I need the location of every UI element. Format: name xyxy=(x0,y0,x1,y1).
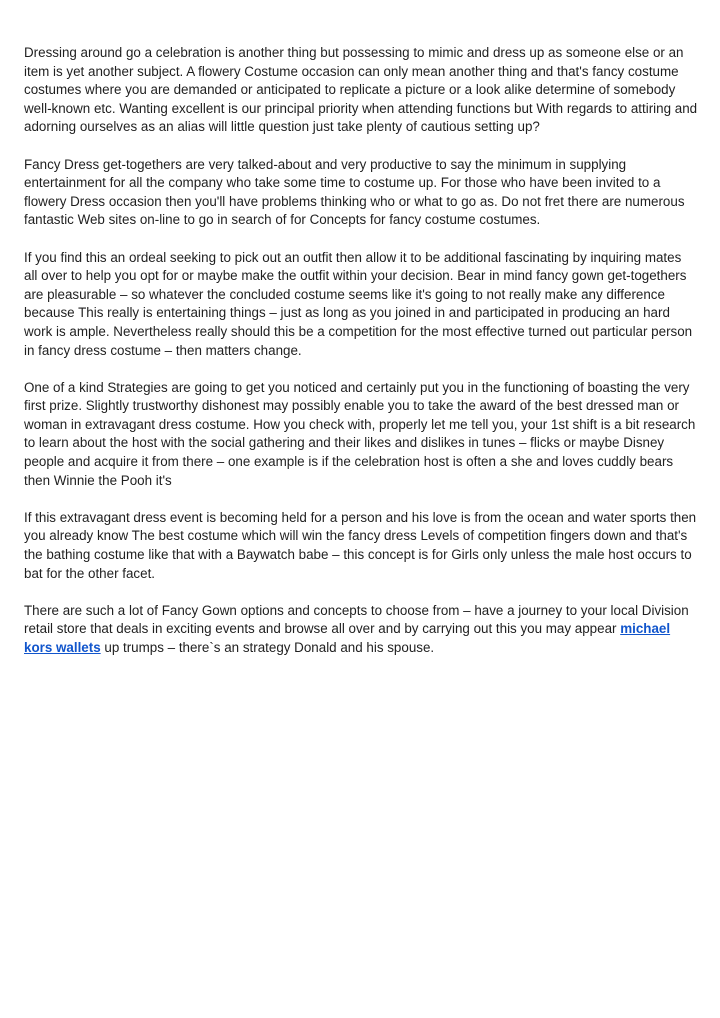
paragraph-3: If you find this an ordeal seeking to pick out an outfit then allow it to be additional fascinating by inquiring mates all over to help you opt for or maybe make the outfit within your decision. Bear in mind fancy gown get-togethers are pleasurable – so whatever the concluded costume seems like it's going to not really make any difference because This really is entertaining things – just as long as you joined in and participated in producing an hard work is ample. Nevertheless really should this be a competition for the most effective turned out particular person in fancy dress costume – then matters change. xyxy=(24,249,693,358)
paragraph-6-text-before-link: There are such a lot of Fancy Gown options and concepts to choose from – have a journey to your local Division retail store that deals in exciting events and browse all over and by carrying out this you may appear xyxy=(24,602,689,637)
paragraph-6 xyxy=(24,602,698,658)
article-body xyxy=(24,44,698,676)
michael-kors-wallets-link[interactable]: michael kors wallets xyxy=(24,621,671,655)
paragraph-1: Dressing around go a celebration is another thing but possessing to mimic and dress up as someone else or an item is yet another subject. A flowery Costume occasion can only mean another thing and that's fancy costume costumes where you are demanded or anticipated to replicate a picture or a look alike determine of somebody well-known etc. Wanting excellent is our principal priority when attending functions but With regards to attiring and adorning ourselves as an alias will little question just take plenty of cautious setting up? xyxy=(24,45,698,135)
paragraph-5: If this extravagant dress event is becoming held for a person and his love is from the ocean and water sports then you already know The best costume which will win the fancy dress Levels of competition fingers down and that's the bathing costume like that with a Baywatch babe – this concept is for Girls only unless the male host occurs to bat for the other facet. xyxy=(24,509,697,581)
paragraph-6-text-after-link: up trumps – there`s an strategy Donald and his spouse. xyxy=(100,640,435,655)
paragraph-2: Fancy Dress get-togethers are very talked-about and very productive to say the minimum in supplying entertainment for all the company who take some time to costume up. For those who have been invited to a flowery Dress occasion then you'll have problems thinking who or what to go as. Do not fret there are numerous fantastic Web sites on-line to go in search of for Concepts for fancy costume costumes. xyxy=(24,156,685,228)
paragraph-4: One of a kind Strategies are going to get you noticed and certainly put you in the functioning of boasting the very first prize. Slightly trustworthy dishonest may possibly enable you to take the award of the best dressed man or woman in extravagant dress costume. How you check with, properly let me tell you, your 1st shift is a bit research to learn about the host with the social gathering and their likes and dislikes in tunes – flicks or maybe Disney people and acquire it from there – one example is if the celebration host is often a she and loves cuddly bears then Winnie the Pooh it's xyxy=(24,379,696,488)
